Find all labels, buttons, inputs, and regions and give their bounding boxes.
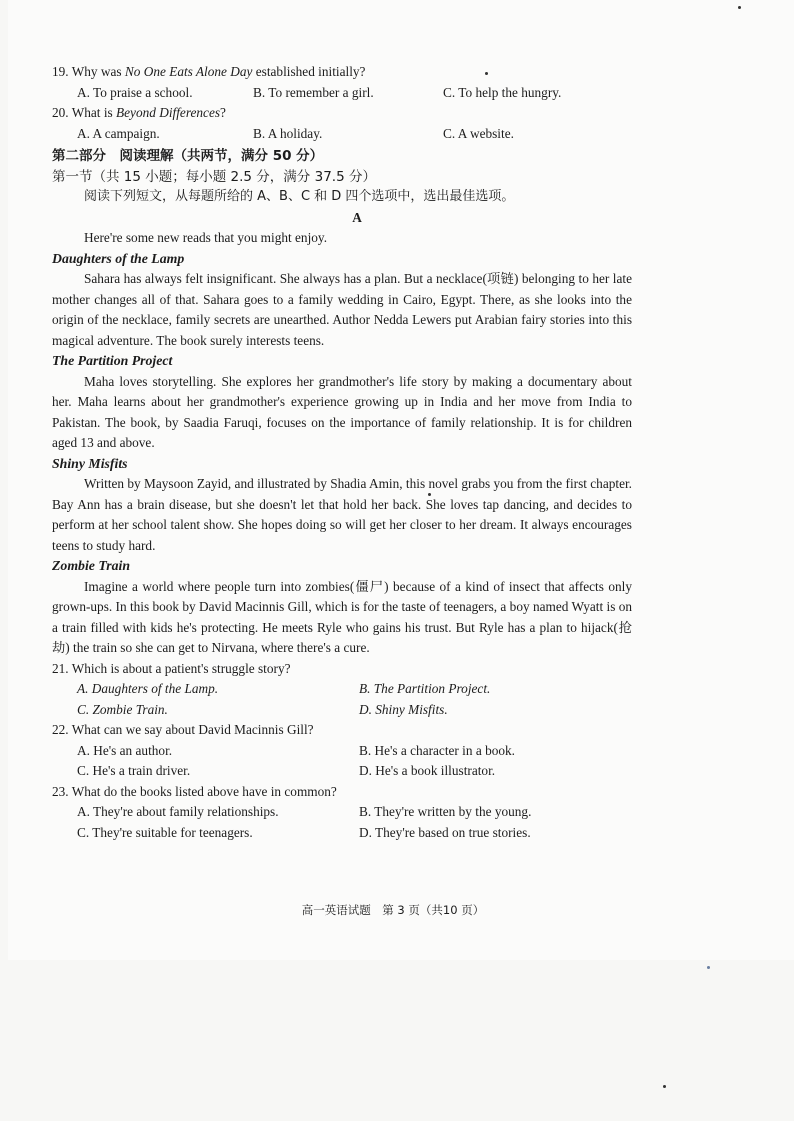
q23-option-c: C. They're suitable for teenagers. (77, 824, 253, 840)
page-content (52, 62, 632, 843)
passage-intro: Here're some new reads that you might enjoy. (84, 230, 328, 245)
q20-stem-pre: 20. What is (52, 105, 117, 120)
scan-speck (485, 72, 488, 75)
question-22-options-row2 (52, 761, 632, 782)
book-title-daughters: Daughters of the Lamp (52, 250, 185, 266)
part-two-title: 第二部分 阅读理解（共两节，满分 50 分） (52, 148, 324, 164)
question-19-stem (52, 62, 632, 83)
q21-option-d: D. Shiny Misfits. (359, 701, 448, 717)
q19-stem-post: established initially? (252, 64, 366, 79)
question-21-options-row1 (52, 679, 632, 700)
q21-option-c: C. Zombie Train. (77, 701, 168, 717)
scan-speck (738, 6, 741, 9)
question-21-stem: 21. Which is about a patient's struggle story? (52, 660, 291, 676)
q22-option-b: B. He's a character in a book. (359, 742, 515, 758)
question-20-options (52, 124, 632, 145)
q20-stem-italic: Beyond Differences (116, 105, 221, 120)
q23-option-b: B. They're written by the young. (359, 804, 532, 819)
passage-label: A (352, 209, 362, 225)
page-footer: 高一英语试题 第 3 页（共10 页） (301, 903, 485, 917)
section-one-title: 第一节（共 15 小题；每小题 2.5 分，满分 37.5 分） (52, 168, 376, 185)
question-22-options-row1 (52, 741, 632, 762)
q22-option-d: D. He's a book illustrator. (359, 763, 496, 778)
question-19-options (52, 83, 632, 104)
q20-stem-post: ? (220, 105, 226, 120)
q20-option-b: B. A holiday. (253, 125, 323, 141)
book-text-daughters: Sahara has always felt insignificant. She always has a plan. But a necklace(项链) belonging to her late mother changes all of that. Sahara goes to a family wedding in Cairo, Egypt. There, as she looks into the origin of the necklace, family secrets are unearthed. Author Nedda Lewers put Arabian fairy stories into this magical adventure. The book surely interests teens. (52, 271, 632, 348)
q19-option-c: C. To help the hungry. (443, 84, 562, 100)
question-23-options-row2 (52, 823, 632, 844)
q19-option-b: B. To remember a girl. (253, 84, 374, 100)
q23-option-a: A. They're about family relationships. (77, 804, 279, 819)
scan-speck (707, 966, 710, 969)
scan-speck (428, 493, 431, 496)
q21-option-a: A. Daughters of the Lamp. (77, 681, 219, 696)
section-instruction: 阅读下列短文，从每题所给的 A、B、C 和 D 四个选项中，选出最佳选项。 (84, 189, 515, 204)
q19-stem-pre: 19. Why was (52, 64, 125, 79)
q19-option-a: A. To praise a school. (77, 84, 193, 100)
q20-option-c: C. A website. (443, 125, 514, 141)
q22-option-a: A. He's an author. (77, 742, 173, 758)
q21-option-b: B. The Partition Project. (359, 681, 491, 696)
question-23-options-row1 (52, 802, 632, 823)
book-text-shiny: Written by Maysoon Zayid, and illustrated by Shadia Amin, this novel grabs you from the first chapter. Bay Ann has a brain disease, but she doesn't let that hold her back. She loves tap dancing, and decides to perform at her school talent show. She hopes doing so will get her closer to her dream. It always encourages teens to study hard. (52, 476, 632, 553)
question-23-stem: 23. What do the books listed above have in common? (52, 783, 337, 799)
q22-option-c: C. He's a train driver. (77, 763, 191, 778)
book-title-partition: The Partition Project (52, 353, 173, 368)
question-20-stem (52, 103, 632, 124)
q19-stem-italic: No One Eats Alone Day (124, 64, 253, 79)
book-text-partition: Maha loves storytelling. She explores her grandmother's life story by making a documentary about her. Maha learns about her grandmother's experience growing up in India and her move from India to Pakistan. The book, by Saadia Faruqi, focuses on the importance of family relationship. It is for children aged 13 and above. (52, 373, 632, 450)
q23-option-d: D. They're based on true stories. (359, 824, 531, 840)
book-title-zombie: Zombie Train (52, 558, 131, 573)
question-21-options-row2 (52, 700, 632, 721)
book-text-zombie: Imagine a world where people turn into zombies(僵尸) because of a kind of insect that affects only grown-ups. In this book by David Macinnis Gill, which is for the taste of teenagers, a boy named Wyatt is on a train filled with kids he's protecting. He meets Ryle who gains his trust. But Ryle has a plan to hijack(抢劫) the train so she can get to Nirvana, where there's a cure. (52, 578, 632, 655)
scan-speck (663, 1085, 666, 1088)
q20-option-a: A. A campaign. (77, 125, 160, 141)
question-22-stem: 22. What can we say about David Macinnis Gill? (52, 722, 314, 737)
book-title-shiny: Shiny Misfits (52, 455, 128, 471)
